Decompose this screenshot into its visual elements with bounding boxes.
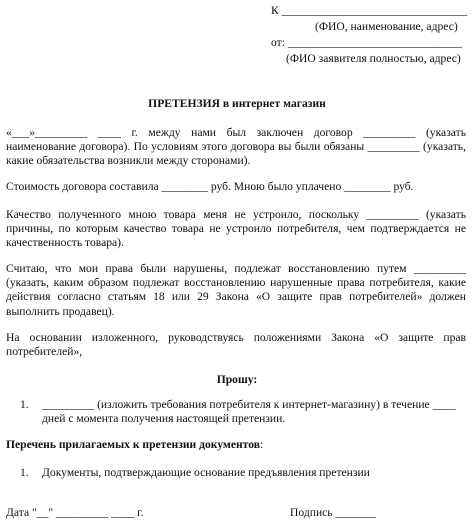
paragraph-basis: На основании изложенного, руководствуясь положениями Закона «О защите прав потребителей», [6,331,466,359]
request-item [0,398,456,412]
date-field: Дата "__" _________ ____ г. [6,506,144,519]
request-item-continuation: дней с момента получения настоящей претензии. [42,412,286,425]
attachment-item-text: Документы, подтверждающие основание предъявления претензии [42,466,370,479]
attachments-heading [6,438,263,452]
attachment-item [0,466,370,480]
document-title: ПРЕТЕНЗИЯ в интернет магазин [148,97,326,110]
attachment-item-number: 1. [20,466,29,479]
request-item-text: _________ (изложить требования потребителя к интернет-магазину) в течение ____ [42,398,456,411]
paragraph-rights: Считаю, что мои права были нарушены, подлежат восстановлению путем _________ (указать, каким образом подлежат восстановлению нарушенные права потребителя, какие действия согласно статьям 18 или 29 Закона «О защите прав потребителей» должен выполнить продавец). [6,262,466,318]
addressee-hint: (ФИО, наименование, адрес) [315,20,458,33]
sender-hint: (ФИО заявителя полностью, адрес) [286,52,461,65]
addressee-line: К ________________________________ [271,4,468,17]
paragraph-cost: Стоимость договора составила ________ руб. Мною было уплачено ________ руб. [6,180,414,193]
attachments-heading-text: Перечень прилагаемых к претензии документов [6,438,260,451]
attachments-heading-colon: : [259,438,264,451]
request-heading: Прошу: [216,373,258,386]
paragraph-quality: Качество полученного мною товара меня не устроило, поскольку _________ (указать причины, по которым качество товара не устроило потребителя, чем подтверждается не качественность товара). [6,208,466,250]
paragraph-contract: «___»_________ ____ г. между нами был заключен договор _________ (указать наименование договора). По условиям этого договора вы были обязаны _________ (указать, какие обязательства возникли между сторонами). [6,126,466,168]
request-item-number: 1. [20,398,29,411]
sender-line: от: ______________________________ [271,36,462,49]
signature-field: Подпись _______ [290,506,377,519]
